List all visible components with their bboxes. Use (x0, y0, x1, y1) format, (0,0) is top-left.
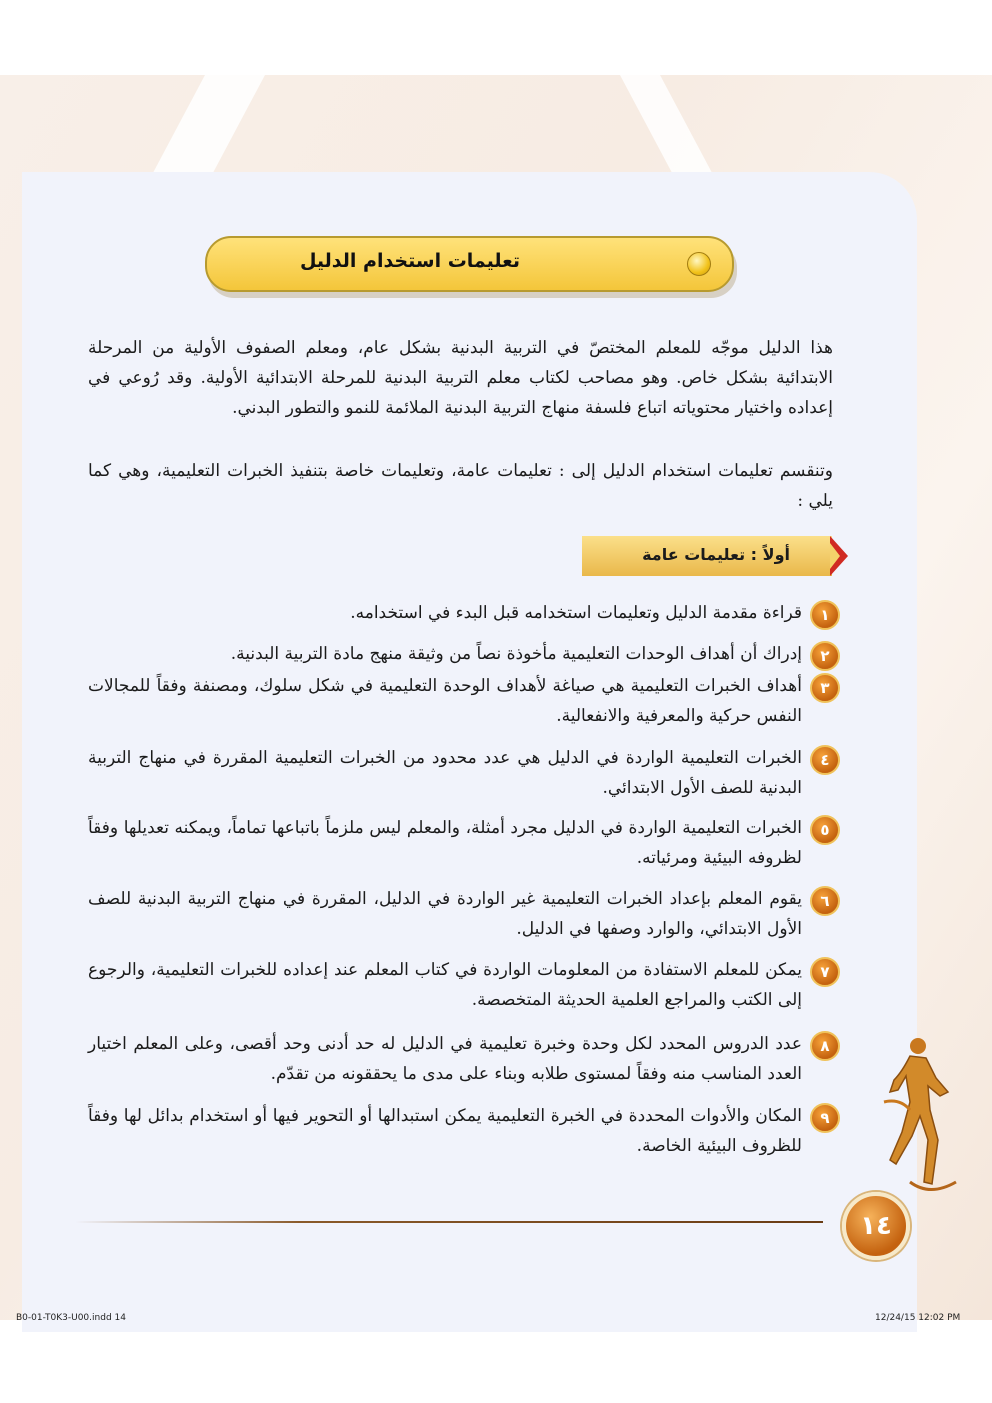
number-badge: ٩ (810, 1103, 840, 1133)
list-item (88, 813, 838, 873)
number-badge: ٨ (810, 1031, 840, 1061)
list-item-text: إدراك أن أهداف الوحدات التعليمية مأخوذة نصاً من وثيقة منهج مادة التربية البدنية. (230, 644, 802, 664)
list-item (88, 1029, 838, 1089)
number-badge: ١ (810, 600, 840, 630)
list-item (88, 955, 838, 1015)
list-item-text: أهداف الخبرات التعليمية هي صياغة لأهداف الوحدة التعليمية في شكل سلوك، ومصنفة وفقاً للمجالات النفس حركية والمعرفية والانفعالية. (88, 676, 802, 726)
number-badge: ٥ (810, 815, 840, 845)
list-item (88, 598, 838, 628)
number-badge: ٤ (810, 745, 840, 775)
number-badge: ٧ (810, 957, 840, 987)
page-title: تعليمات استخدام الدليل (299, 250, 521, 272)
list-item (88, 884, 838, 944)
runner-icon (880, 1032, 960, 1202)
footer-file-info: B0-01-T0K3-U00.indd 14 (16, 1313, 126, 1323)
list-item-text: قراءة مقدمة الدليل وتعليمات استخدامه قبل البدء في استخدامه. (350, 603, 802, 623)
list-item-text: عدد الدروس المحدد لكل وحدة وخبرة تعليمية في الدليل له حد أدنى وحد أقصى، وعلى المعلم اختيار العدد المناسب منه وفقاً لمستوى طلابه وبناء على مدى ما يحققونه من تقدّم. (88, 1034, 802, 1084)
page-number: ١٤ (842, 1192, 910, 1260)
list-item-text: الخبرات التعليمية الواردة في الدليل مجرد أمثلة، والمعلم ليس ملزماً باتباعها تماماً، ويمكنه تعديلها وفقاً لظروفه البيئية ومرئياته. (88, 818, 802, 868)
number-badge: ٣ (810, 673, 840, 703)
list-item-text: يمكن للمعلم الاستفادة من المعلومات الواردة في كتاب المعلم عند إعداده للخبرات التعليمية، والرجوع إلى الكتب والمراجع العلمية الحديثة المتخصصة. (88, 960, 802, 1010)
intro-paragraph: وتنقسم تعليمات استخدام الدليل إلى : تعليمات عامة، وتعليمات خاصة بتنفيذ الخبرات التعليمية، وهي كما يلي : (88, 461, 833, 511)
section-arrow-inner (830, 543, 840, 569)
list-item (88, 1101, 838, 1161)
list-item-text: يقوم المعلم بإعداد الخبرات التعليمية غير الواردة في الدليل، المقررة في منهاج التربية البدنية للصف الأول الابتدائي، والوارد وصفها في الدليل. (88, 889, 802, 939)
list-item-text: الخبرات التعليمية الواردة في الدليل هي عدد محدود من الخبرات التعليمية المقررة في منهاج التربية البدنية للصف الأول الابتدائي. (88, 748, 802, 798)
list-item (88, 743, 838, 803)
title-dot-icon (687, 252, 711, 276)
list-item-text: المكان والأدوات المحددة في الخبرة التعليمية يمكن استبدالها أو التحوير فيها أو استخدام بدائل لها وفقاً للظروف البيئية الخاصة. (88, 1106, 802, 1156)
number-badge: ٢ (810, 641, 840, 671)
footer-timestamp: 12/24/15 12:02 PM (875, 1313, 961, 1323)
list-item (88, 671, 838, 731)
number-badge: ٦ (810, 886, 840, 916)
intro-paragraph: هذا الدليل موجّه للمعلم المختصّ في التربية البدنية بشكل عام، ومعلم الصفوف الأولية من المرحلة الابتدائية بشكل خاص. وهو مصاحب لكتاب معلم التربية البدنية للمرحلة الابتدائية الأولية. وقد رُوعي في إعداده واختيار محتوياته اتباع فلسفة منهاج التربية البدنية الملائمة للنمو والتطور البدني. (88, 338, 833, 418)
section-title: أولاً : تعليمات عامة (642, 545, 790, 564)
list-item (88, 639, 838, 669)
footer-rule (75, 1221, 823, 1223)
